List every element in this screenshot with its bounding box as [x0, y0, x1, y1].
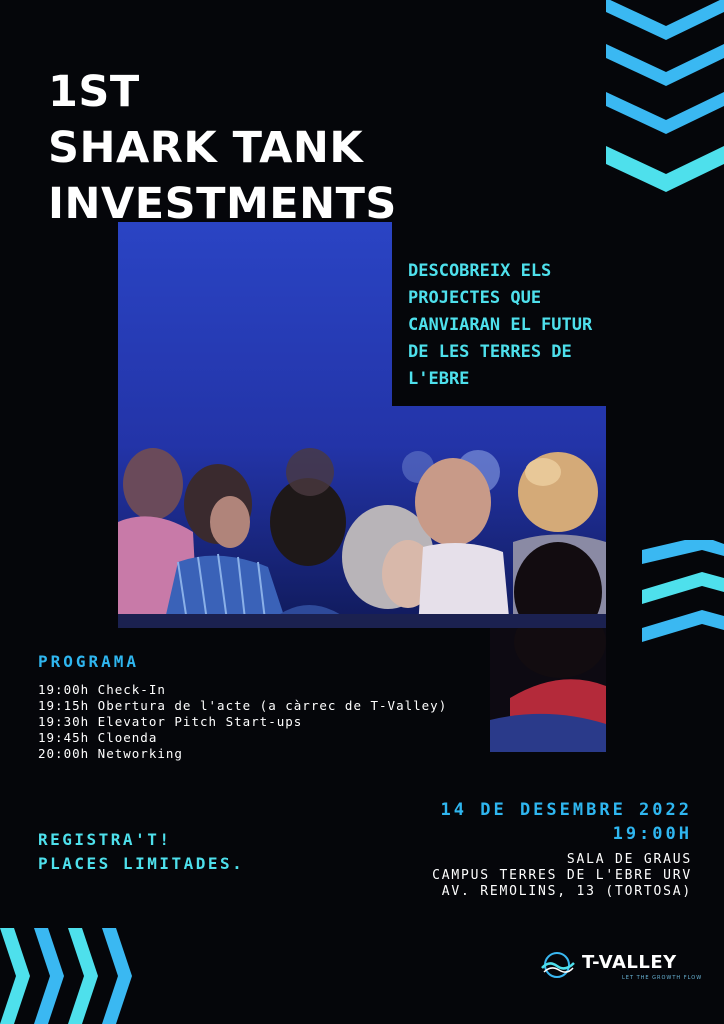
event-date: 14 DE DESEMBRE 2022: [440, 800, 692, 820]
venue-line: SALA DE GRAUS: [566, 852, 692, 867]
venue-line: CAMPUS TERRES DE L'EBRE URV: [432, 868, 692, 883]
programa-item: 20:00h Networking: [38, 746, 183, 761]
register-cta: [38, 828, 244, 876]
programa-item: 19:45h Cloenda: [38, 730, 158, 745]
cta-line-2: PLACES LIMITADES.: [38, 854, 245, 873]
logo-slogan: LET THE GROWTH FLOW: [622, 975, 703, 981]
programa-item: 19:15h Obertura de l'acte (a càrrec de T-Valley): [38, 698, 448, 713]
tagline-text: [408, 258, 608, 393]
venue-address: [432, 852, 692, 900]
title-line-1: 1ST: [48, 67, 140, 117]
programa-item: 19:30h Elevator Pitch Start-ups: [38, 714, 303, 729]
programa-list: [38, 682, 447, 762]
programa-heading: PROGRAMA: [38, 652, 140, 671]
cta-line-1: REGISTRA'T!: [38, 830, 172, 849]
chevron-stack-top-icon: [606, 0, 724, 196]
poster-title: [48, 64, 397, 232]
event-date-block: [441, 798, 692, 846]
tagline-line: PROJECTES QUE: [408, 288, 542, 308]
audience-photo-extension: [490, 628, 606, 752]
tagline-line: CANVIARAN EL FUTUR: [408, 315, 593, 335]
wave-circle-icon: [540, 950, 576, 980]
chevron-stack-middle-icon: [642, 540, 724, 644]
logo-name: T-VALLEY: [582, 952, 677, 973]
t-valley-logo: [540, 950, 703, 986]
title-line-2: SHARK TANK: [48, 123, 364, 173]
tagline-panel: [392, 222, 606, 406]
tagline-line: DE LES TERRES DE: [408, 342, 572, 362]
venue-line: AV. REMOLINS, 13 (TORTOSA): [441, 884, 692, 899]
tagline-line: DESCOBREIX ELS: [408, 261, 552, 281]
event-time: 19:00H: [612, 824, 692, 844]
title-line-3: INVESTMENTS: [48, 179, 397, 229]
chevron-stack-bottom-icon: [0, 928, 136, 1024]
tagline-line: L'EBRE: [408, 369, 470, 389]
programa-item: 19:00h Check-In: [38, 682, 166, 697]
